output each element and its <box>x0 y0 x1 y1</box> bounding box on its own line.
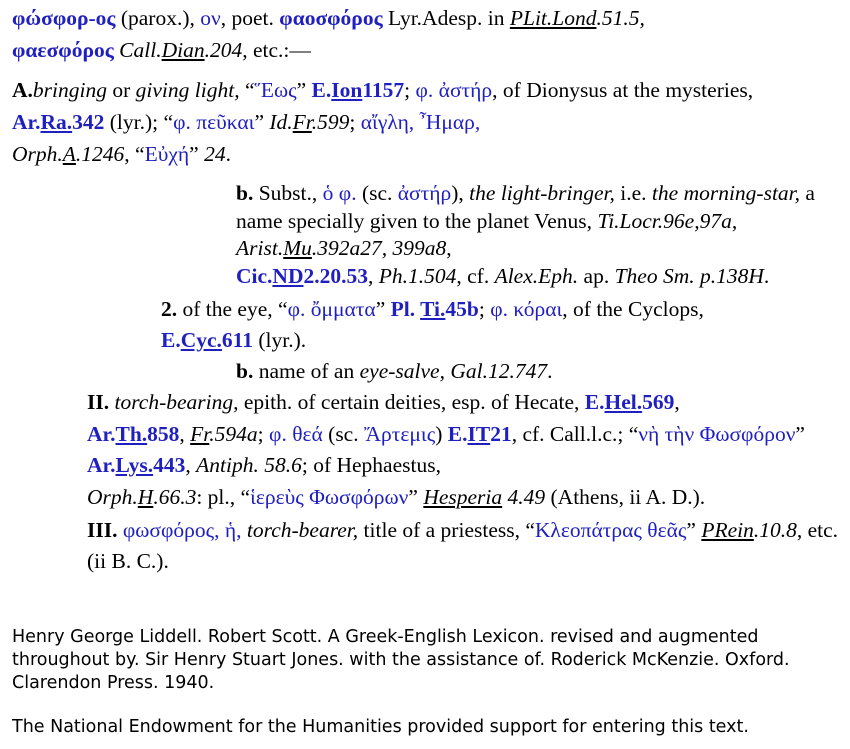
text: ” <box>254 110 270 134</box>
greek-quote: Εὐχή <box>144 142 190 166</box>
text: ) <box>435 421 448 446</box>
text: . <box>225 142 231 166</box>
citation: Antiph. 58.6 <box>196 453 302 477</box>
link-part[interactable]: 1157 <box>362 78 405 102</box>
link-part[interactable]: Cyc. <box>180 328 222 352</box>
sense-label: III. <box>87 518 118 542</box>
greek-quote: Ἄρτεμις <box>363 421 436 446</box>
link-ar-lys[interactable] <box>87 453 185 477</box>
text: , <box>674 390 680 414</box>
link-cic-nd[interactable] <box>236 264 368 288</box>
link-part[interactable]: Ar. <box>87 453 116 477</box>
greek-variant: φαοσφόρος <box>279 6 383 30</box>
citation-link[interactable]: PRein <box>701 518 754 542</box>
text: , poet. <box>220 6 280 30</box>
text: , <box>731 208 738 233</box>
text: ; <box>404 78 416 102</box>
citation: Theo Sm. p.138H <box>614 263 764 288</box>
definition: the light-bringer, <box>469 181 615 205</box>
citation: Orph. <box>12 142 63 166</box>
definition: torch-bearer, <box>246 518 359 542</box>
sense-a <box>12 74 842 170</box>
definition: eye-salve, <box>359 359 445 383</box>
link-e-it[interactable] <box>448 422 512 446</box>
text: ; of Hephaestus, <box>301 453 441 477</box>
link-part[interactable]: ND <box>272 263 304 288</box>
sense-label: A. <box>12 78 33 102</box>
citation: .66.3 <box>153 484 197 509</box>
citation: Call. <box>119 38 162 62</box>
greek-quote: Κλεοπάτρας θεᾶς <box>534 518 687 542</box>
text: (lyr.). <box>253 328 307 352</box>
link-part[interactable]: Hel. <box>604 390 643 414</box>
entry-headword-line <box>12 2 842 66</box>
citation: .599 <box>311 110 350 134</box>
greek-quote: φ. κόραι <box>490 297 563 321</box>
sense-label: b. <box>236 359 254 383</box>
text: . <box>547 359 553 383</box>
link-part[interactable]: Th. <box>115 421 148 446</box>
citation-link[interactable]: H <box>137 484 154 509</box>
text: , of the Cyclops, <box>562 297 704 321</box>
citation: 24 <box>204 142 226 166</box>
text: (Athens, ii A. D.). <box>545 484 706 509</box>
link-e-hel[interactable] <box>585 390 675 414</box>
greek-variant: φαεσφόρος <box>12 38 114 62</box>
text: ” <box>408 484 424 509</box>
sense-ii <box>12 387 842 513</box>
greek-quote: Ἕως <box>254 78 297 102</box>
link-part[interactable]: E. <box>161 328 181 352</box>
greek-quote: ἀστήρ <box>397 181 452 205</box>
link-part[interactable]: Cic. <box>236 263 273 288</box>
text: , etc. (ii B. C.). <box>87 518 839 573</box>
text: , <box>185 453 197 477</box>
text: , “ <box>124 142 145 166</box>
sense-iii <box>12 515 842 577</box>
citation: .51.5, <box>596 6 645 30</box>
link-part[interactable]: 2.20.53 <box>303 263 368 288</box>
link-ar-ra[interactable] <box>12 110 104 134</box>
link-e-ion[interactable] <box>312 78 405 102</box>
sense-label: b. <box>236 181 254 205</box>
link-part[interactable]: E. <box>311 78 332 102</box>
link-part[interactable]: 342 <box>72 110 105 134</box>
sense-2-b <box>12 356 842 387</box>
definition: torch-bearing, <box>114 390 239 414</box>
text: ” <box>296 78 312 102</box>
link-part[interactable]: Lys. <box>115 453 154 477</box>
citation: Arist. <box>236 236 284 260</box>
greek-quote: φ. θεά <box>269 421 323 446</box>
link-part[interactable]: E. <box>584 390 605 414</box>
text: , <box>179 421 191 446</box>
link-e-cyc[interactable] <box>161 328 253 352</box>
greek-quote: ὁ φ. <box>322 181 357 205</box>
sense-label: 2. <box>161 297 178 321</box>
citation: .10.8 <box>753 518 797 542</box>
greek-quote: αἴγλη, Ἦμαρ, <box>360 110 481 134</box>
text: (parox.), <box>115 6 201 30</box>
citation: Orph. <box>87 484 138 509</box>
greek-quote: ἱερεὺς Φωσφόρων <box>250 484 409 509</box>
text: title of a priestess, “ <box>358 518 535 542</box>
text: , of Dionysus at the mysteries, <box>492 78 754 102</box>
link-ar-th[interactable] <box>87 422 179 446</box>
text: “ <box>239 78 255 102</box>
citation: Id. <box>269 110 293 134</box>
text: ; <box>257 421 270 446</box>
text: ” <box>375 297 391 321</box>
link-part[interactable]: Ra. <box>40 110 73 134</box>
citation-link[interactable]: Fr <box>190 421 210 446</box>
link-part[interactable]: 21 <box>490 421 512 446</box>
link-pl-ti[interactable] <box>391 297 479 321</box>
footer-citation: Henry George Liddell. Robert Scott. A Greek-English Lexicon. revised and augmented throughout by. Sir Henry Stuart Jones. with the assistance of. Roderick McKenzie. Oxford. Clarendon Press. 1940. <box>12 627 790 693</box>
citation-link[interactable]: A <box>62 142 76 166</box>
text: a name specially given to the planet Venus, <box>236 181 815 233</box>
text: epith. of certain deities, esp. of Hecate, <box>238 390 585 414</box>
text: , etc.:— <box>242 38 311 62</box>
text: : pl., “ <box>196 484 251 509</box>
sense-a-b <box>12 180 842 290</box>
text: , cf. <box>456 263 495 288</box>
greek-quote: νὴ τὴν Φωσφόρον <box>638 421 796 446</box>
greek-quote: φ. ἀστήρ <box>415 78 493 102</box>
sense-label: II. <box>87 390 110 414</box>
lexicon-entry <box>12 2 842 577</box>
citation: Ph.1.504 <box>378 263 457 288</box>
citation-link[interactable]: PLit.Lond <box>509 6 597 30</box>
citation: Gal.12.747 <box>450 359 548 383</box>
link-part[interactable]: Pl. <box>390 297 421 321</box>
text: , <box>446 236 452 260</box>
link-part[interactable]: Ar. <box>12 110 41 134</box>
citation: Ti.Locr.96e,97a <box>597 208 732 233</box>
text: (sc. <box>322 421 364 446</box>
text: ; <box>349 110 361 134</box>
definition: the morning-star, <box>651 181 801 205</box>
citation-link[interactable]: Fr <box>292 110 312 134</box>
text: or <box>106 78 136 102</box>
text: Subst., <box>253 181 323 205</box>
text: i.e. <box>614 181 652 205</box>
text: Lyr.Adesp. in <box>382 6 510 30</box>
citation: .204 <box>204 38 243 62</box>
definition: giving light, <box>135 78 240 102</box>
footer-support-note: The National Endowment for the Humanities provided support for entering this text. <box>12 717 749 737</box>
link-part[interactable]: 858 <box>147 421 180 446</box>
definition: bringing <box>32 78 107 102</box>
citation-link[interactable]: Dian <box>161 38 205 62</box>
citation-link[interactable]: Hesperia <box>423 484 503 509</box>
link-part[interactable]: 569 <box>642 390 675 414</box>
link-part[interactable]: Ti. <box>420 297 446 321</box>
citation: .392a27, 399a8 <box>311 236 447 260</box>
citation: 4.49 <box>502 484 546 509</box>
greek-quote: φ. ὄμματα <box>287 297 376 321</box>
citation-link[interactable]: Mu <box>283 236 312 260</box>
text: (lyr.); “ <box>104 110 174 134</box>
text: ap. <box>578 263 615 288</box>
text: of the eye, “ <box>177 297 288 321</box>
sense-2 <box>12 294 842 356</box>
text: (sc. <box>356 181 398 205</box>
greek-quote: φωσφόρος, ἡ, <box>122 518 242 542</box>
citation: Alex.Eph. <box>494 263 579 288</box>
citation: .1246 <box>75 142 125 166</box>
text: ; <box>478 297 491 321</box>
link-part[interactable]: Ar. <box>87 421 116 446</box>
link-part[interactable]: 443 <box>153 453 186 477</box>
greek-ending: ον <box>200 6 221 30</box>
headword: φώσφορ-ος <box>12 6 116 30</box>
link-part[interactable]: Ion <box>331 78 363 102</box>
text: ” <box>795 421 805 446</box>
text: , <box>367 263 379 288</box>
text: ” <box>686 518 702 542</box>
link-part[interactable]: E. <box>447 421 468 446</box>
text: . <box>763 263 770 288</box>
text: name of an <box>253 359 360 383</box>
link-part[interactable]: 45b <box>445 297 479 321</box>
text: ), <box>451 181 470 205</box>
citation: .594a <box>209 421 258 446</box>
link-part[interactable]: 611 <box>221 328 253 352</box>
text: , cf. Call.l.c.; “ <box>511 421 639 446</box>
greek-quote: φ. πεῦκαι <box>173 110 255 134</box>
text: ” <box>189 142 205 166</box>
link-part[interactable]: IT <box>467 421 491 446</box>
